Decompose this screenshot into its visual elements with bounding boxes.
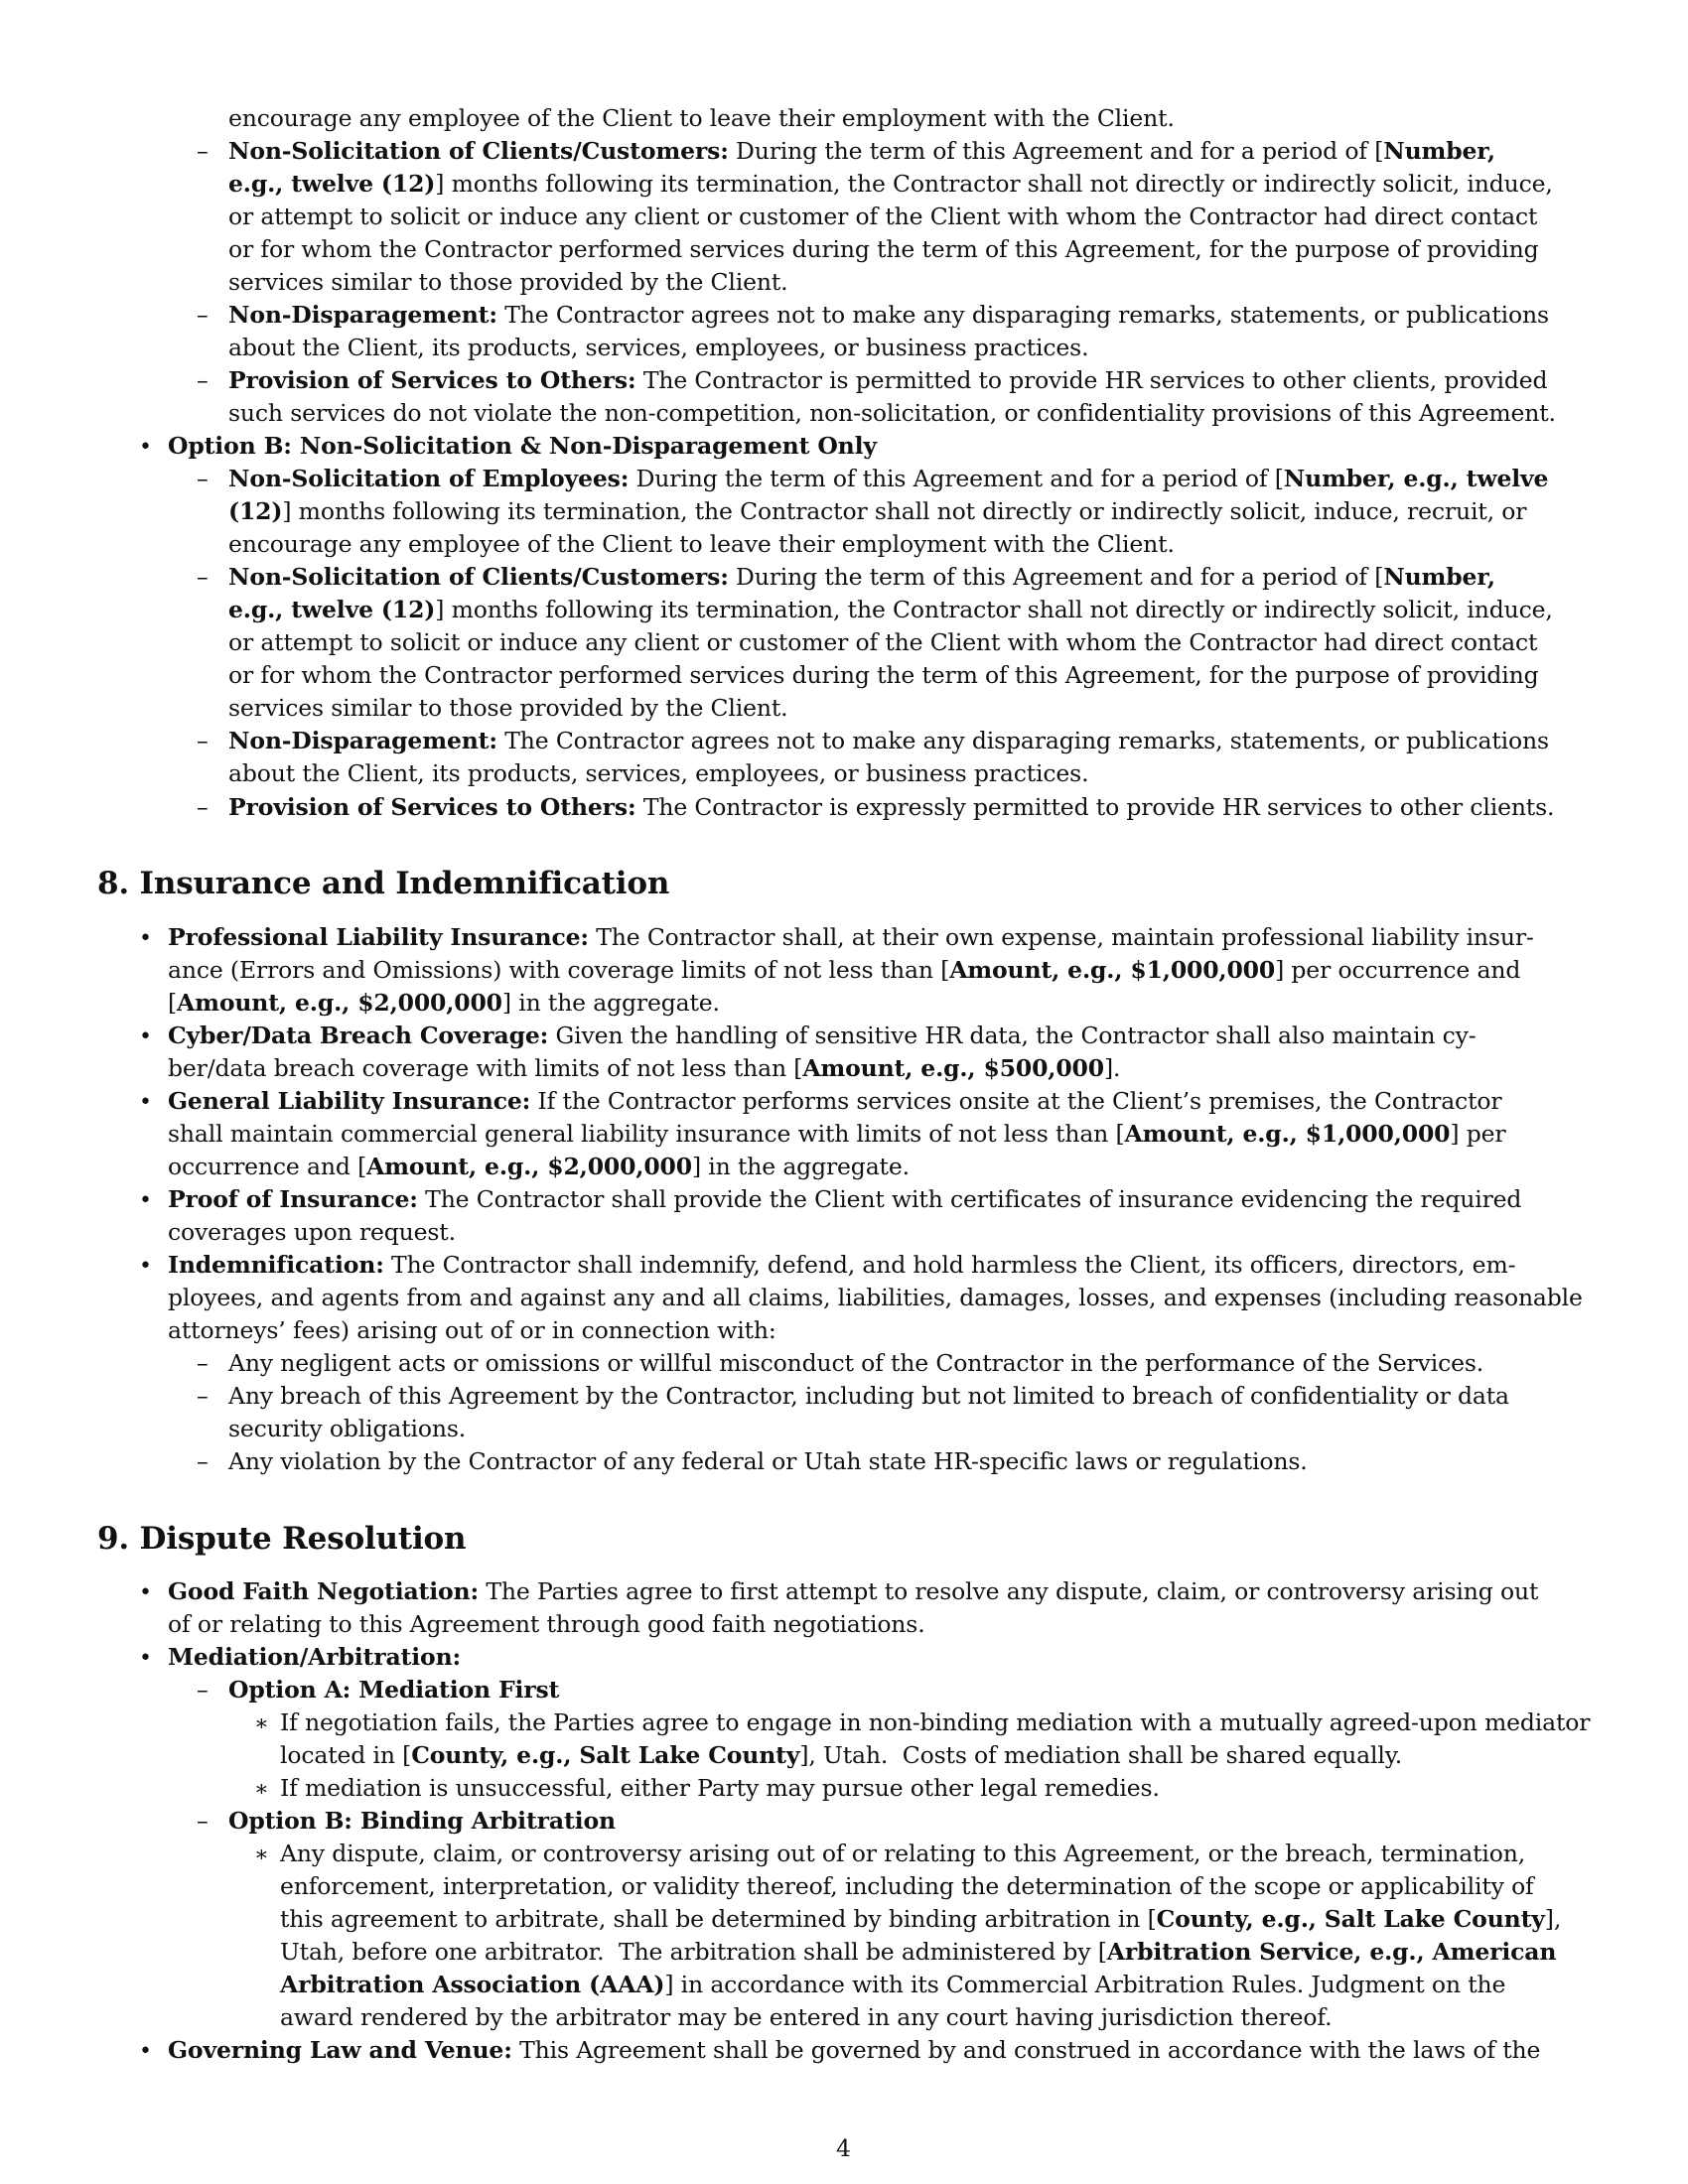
item-label: Non-Disparagement: [228, 727, 497, 754]
text-line: attorneys’ fees) arising out of or in connection with: [168, 1316, 776, 1344]
list-item [168, 2036, 1541, 2064]
text: ] in accordance with its Commercial Arbitration Rules. Judgment on the [664, 1971, 1506, 1998]
list-item: Any dispute, claim, or controversy arising out of or relating to this Agreement, or the breach, termination, [280, 1840, 1526, 1867]
placeholder-text: Number, [1383, 137, 1495, 165]
text: During the term of this Agreement and for a period of [ [629, 465, 1284, 492]
list-item: Mediation/Arbitration: [168, 1643, 462, 1671]
dash-marker: – [197, 1807, 209, 1835]
list-item [168, 923, 1534, 951]
item-label: Non-Solicitation of Employees: [228, 465, 630, 492]
list-item [228, 137, 1495, 165]
placeholder-text: Amount, e.g., $1,000,000 [1124, 1120, 1451, 1148]
text-line [280, 1971, 1506, 1998]
text: ], Utah. Costs of mediation shall be shared equally. [799, 1741, 1403, 1769]
text: ] months following its termination, the Contractor shall not directly or indirectly solicit, induce, recruit, or [282, 497, 1527, 525]
text-line: about the Client, its products, services, employees, or business practices. [228, 334, 1089, 361]
text: Given the handling of sensitive HR data, the Contractor shall also maintain cy- [548, 1022, 1477, 1049]
text: ] months following its termination, the Contractor shall not directly or indirectly solicit, induce, [435, 170, 1553, 198]
text: This Agreement shall be governed by and construed in accordance with the laws of the [511, 2036, 1541, 2064]
text: this agreement to arbitrate, shall be determined by binding arbitration in [ [280, 1905, 1157, 1933]
bullet-marker: • [139, 1090, 152, 1115]
option-a-label: Option A: Mediation First [228, 1676, 560, 1704]
text-line: of or relating to this Agreement through good faith negotiations. [168, 1610, 925, 1638]
text-line [168, 1153, 910, 1180]
item-label: Provision of Services to Others: [228, 793, 636, 821]
dash-marker: – [197, 563, 209, 591]
placeholder-text: Amount, e.g., $1,000,000 [949, 956, 1276, 984]
placeholder-text: e.g., twelve (12) [228, 170, 436, 198]
list-item [168, 1087, 1502, 1115]
text: ber/data breach coverage with limits of not less than [ [168, 1054, 803, 1082]
text-line [280, 1741, 1403, 1769]
dash-marker: – [197, 793, 209, 821]
text: [ [168, 989, 178, 1017]
item-label: Non-Disparagement: [228, 301, 497, 329]
text-line [168, 989, 720, 1017]
text-line [280, 1938, 1557, 1966]
text: ] in the aggregate. [501, 989, 720, 1017]
text-line: or for whom the Contractor performed services during the term of this Agreement, for the purpose of providing [228, 661, 1539, 689]
text-line: encourage any employee of the Client to leave their employment with the Client. [228, 104, 1175, 132]
list-item [228, 563, 1495, 591]
list-item: If mediation is unsuccessful, either Party may pursue other legal remedies. [280, 1774, 1160, 1802]
dash-marker: – [197, 1447, 209, 1475]
item-label: General Liability Insurance: [168, 1087, 531, 1115]
text-line: or for whom the Contractor performed services during the term of this Agreement, for the purpose of providing [228, 235, 1539, 263]
text-line [228, 596, 1553, 623]
bullet-marker: • [139, 1254, 152, 1279]
placeholder-text: Arbitration Service, e.g., American [1106, 1938, 1557, 1966]
text: If the Contractor performs services onsite at the Client’s premises, the Contractor [530, 1087, 1502, 1115]
text-line: award rendered by the arbitrator may be entered in any court having jurisdiction thereof. [280, 2003, 1333, 2031]
bullet-marker: • [139, 1024, 152, 1049]
bullet-marker: • [139, 2039, 152, 2064]
list-item [168, 1577, 1539, 1605]
list-item: Any violation by the Contractor of any federal or Utah state HR-specific laws or regulations. [228, 1447, 1308, 1475]
list-item [168, 1251, 1516, 1279]
text: ance (Errors and Omissions) with coverage limits of not less than [ [168, 956, 950, 984]
dash-marker: – [197, 301, 209, 329]
text: ]. [1103, 1054, 1121, 1082]
text: During the term of this Agreement and for a period of [ [728, 563, 1384, 591]
list-item [228, 366, 1548, 394]
text-line [168, 1120, 1506, 1148]
item-label: Proof of Insurance: [168, 1185, 418, 1213]
text-line: coverages upon request. [168, 1218, 456, 1246]
item-label: Non-Solicitation of Clients/Customers: [228, 137, 729, 165]
dash-marker: – [197, 465, 209, 492]
text: The Contractor agrees not to make any disparaging remarks, statements, or publications [496, 727, 1549, 754]
placeholder-text: Amount, e.g., $2,000,000 [177, 989, 502, 1017]
list-item [228, 301, 1549, 329]
text-line: encourage any employee of the Client to leave their employment with the Client. [228, 530, 1175, 558]
item-label: Non-Solicitation of Clients/Customers: [228, 563, 729, 591]
dash-marker: – [197, 1349, 209, 1377]
list-item [228, 465, 1549, 492]
dash-marker: – [197, 137, 209, 165]
text: ] months following its termination, the Contractor shall not directly or indirectly solicit, induce, [435, 596, 1553, 623]
text-line: ployees, and agents from and against any and all claims, liabilities, damages, losses, and expenses (including reasonable [168, 1284, 1583, 1311]
text: shall maintain commercial general liability insurance with limits of not less than [ [168, 1120, 1125, 1148]
list-item: If negotiation fails, the Parties agree to engage in non-binding mediation with a mutually agreed-upon mediator [280, 1708, 1591, 1736]
text: The Contractor shall provide the Client with certificates of insurance evidencing the required [417, 1185, 1522, 1213]
text: During the term of this Agreement and for a period of [ [728, 137, 1384, 165]
bullet-marker: • [139, 1646, 152, 1671]
option-b-label: Option B: Binding Arbitration [228, 1807, 616, 1835]
option-b-title: Option B: Non-Solicitation & Non-Disparagement Only [168, 432, 877, 460]
list-item [168, 1024, 1477, 1048]
section-heading: 8. Insurance and Indemnification [97, 866, 670, 901]
placeholder-text: e.g., twelve (12) [228, 596, 436, 623]
item-label: Governing Law and Venue: [168, 2036, 512, 2064]
text: The Parties agree to first attempt to resolve any dispute, claim, or controversy arising out [479, 1577, 1539, 1605]
list-item [228, 793, 1555, 821]
text-line: about the Client, its products, services, employees, or business practices. [228, 759, 1089, 787]
list-item: Any breach of this Agreement by the Contractor, including but not limited to breach of confidentiality or data [228, 1382, 1509, 1410]
text: ] per [1450, 1120, 1506, 1148]
text: Utah, before one arbitrator. The arbitration shall be administered by [ [280, 1938, 1107, 1966]
text-line [280, 1905, 1562, 1933]
text-line [228, 170, 1553, 198]
text: The Contractor is expressly permitted to provide HR services to other clients. [635, 793, 1555, 821]
dash-marker: – [197, 1382, 209, 1410]
text-line: services similar to those provided by the Client. [228, 268, 788, 296]
text-line: or attempt to solicit or induce any client or customer of the Client with whom the Contractor had direct contact [228, 628, 1538, 656]
text-line: such services do not violate the non-competition, non-solicitation, or confidentiality provisions of this Agreement. [228, 399, 1556, 427]
text-line: services similar to those provided by the Client. [228, 694, 788, 722]
bullet-marker: • [139, 1188, 152, 1213]
placeholder-text: County, e.g., Salt Lake County [1156, 1905, 1545, 1933]
dash-marker: – [197, 727, 209, 754]
text-line [168, 1054, 1121, 1082]
placeholder-text: Arbitration Association (AAA) [280, 1971, 665, 1998]
item-label: Professional Liability Insurance: [168, 923, 589, 951]
text: The Contractor agrees not to make any disparaging remarks, statements, or publications [496, 301, 1549, 329]
text: The Contractor shall indemnify, defend, and hold harmless the Client, its officers, directors, em- [383, 1251, 1516, 1279]
list-item: Any negligent acts or omissions or willful misconduct of the Contractor in the performance of the Services. [228, 1349, 1484, 1377]
item-label: Cyber/Data Breach Coverage: [168, 1022, 549, 1049]
section-heading: 9. Dispute Resolution [97, 1521, 467, 1557]
dash-marker: – [197, 1676, 209, 1704]
text: The Contractor is permitted to provide HR services to other clients, provided [635, 366, 1548, 394]
placeholder-text: Amount, e.g., $500,000 [802, 1054, 1104, 1082]
text: located in [ [280, 1741, 412, 1769]
dash-marker: – [197, 366, 209, 394]
bullet-marker: • [139, 435, 152, 460]
item-label: Provision of Services to Others: [228, 366, 636, 394]
placeholder-text: Number, e.g., twelve [1283, 465, 1549, 492]
text: ] per occurrence and [1275, 956, 1521, 984]
asterisk-marker: ∗ [254, 1711, 269, 1736]
text-line: enforcement, interpretation, or validity thereof, including the determination of the scope or applicability of [280, 1872, 1534, 1900]
text-line [228, 497, 1527, 525]
list-item [168, 1185, 1522, 1213]
text: ] in the aggregate. [691, 1153, 910, 1180]
asterisk-marker: ∗ [254, 1777, 269, 1802]
placeholder-text: Amount, e.g., $2,000,000 [366, 1153, 692, 1180]
placeholder-text: County, e.g., Salt Lake County [411, 1741, 800, 1769]
page-number: 4 [836, 2134, 851, 2162]
text-line [168, 956, 1521, 984]
bullet-marker: • [139, 926, 152, 951]
placeholder-text: Number, [1383, 563, 1495, 591]
text: ], [1544, 1905, 1562, 1933]
text-line: or attempt to solicit or induce any client or customer of the Client with whom the Contractor had direct contact [228, 203, 1538, 230]
bullet-marker: • [139, 1580, 152, 1605]
text: The Contractor shall, at their own expense, maintain professional liability insur- [588, 923, 1534, 951]
placeholder-text: (12) [228, 497, 283, 525]
item-label: Indemnification: [168, 1251, 384, 1279]
text-line: security obligations. [228, 1415, 467, 1442]
list-item [228, 727, 1549, 754]
asterisk-marker: ∗ [254, 1843, 269, 1867]
item-label: Good Faith Negotiation: [168, 1577, 480, 1605]
text: occurrence and [ [168, 1153, 367, 1180]
